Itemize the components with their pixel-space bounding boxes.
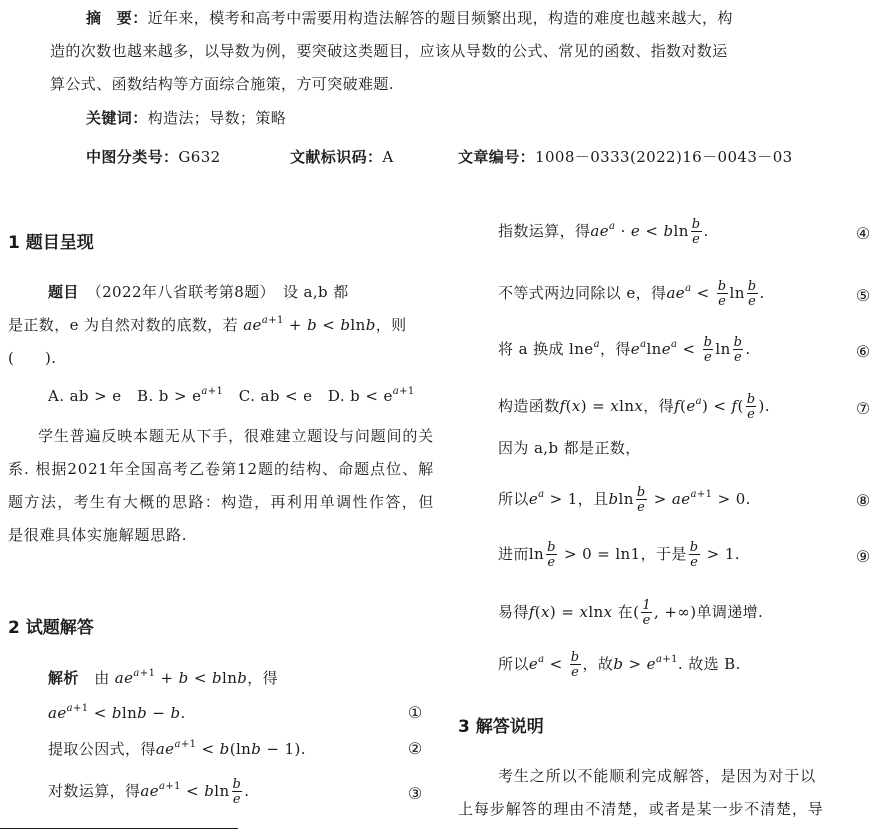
section3-line-2: 上每步解答的理由不清楚，或者是某一步不清楚，导 bbox=[458, 800, 824, 818]
problem-tail-2: ，则 bbox=[375, 316, 407, 334]
step-9: 进而ln $\frac{b}{e}$ > 0 = ln1，于是 $\frac{b}{e}$ > 1. bbox=[498, 540, 740, 570]
marker-1: ① bbox=[407, 703, 423, 722]
marker-6: ⑥ bbox=[855, 342, 871, 361]
marker-4: ④ bbox=[855, 224, 871, 243]
solution-label: 解析 bbox=[48, 669, 79, 687]
marker-9: ⑨ bbox=[855, 547, 871, 566]
keywords-label: 关键词： bbox=[86, 109, 148, 127]
keywords-value: 构造法；导数；策略 bbox=[147, 109, 287, 127]
marker-2: ② bbox=[407, 739, 423, 758]
marker-8: ⑧ bbox=[855, 491, 871, 510]
abstract-text-1: 近年来，模考和高考中需要用构造法解答的题目频繁出现，构造的难度也越来越大，构 bbox=[147, 9, 733, 27]
step-3: 对数运算，得$ae^{a+1} < bln$ $\frac{b}{e}$ . bbox=[48, 777, 250, 807]
meta-line bbox=[86, 141, 221, 174]
section1-heading: 1 题目呈现 bbox=[8, 233, 94, 253]
option-d: D. $b < e^{a+1}$ bbox=[327, 386, 415, 405]
options-line bbox=[48, 380, 415, 413]
monotonic-line: 易得f(x) = xlnx 在( $\frac{1}{e}$ , +∞)单调递增. bbox=[498, 598, 764, 628]
keywords bbox=[86, 102, 286, 135]
art-label: 文章编号： bbox=[458, 148, 536, 166]
step-2: 提取公因式，得$ae^{a+1} < b(\ln b - 1)$. bbox=[48, 739, 306, 758]
option-c: C. ab < e bbox=[238, 387, 313, 405]
option-a: A. ab > e bbox=[48, 387, 122, 405]
doc-value: A bbox=[382, 148, 394, 166]
discussion-paragraph: 学生普遍反映本题无从下手，很难建立题设与问题间的关系. 根据2021年全国高考乙卷第12题的结构、命题点位、解题方法，考生有大概的思路：构造，再利用单调性作答，但是很难具体实施解题思路. bbox=[8, 427, 434, 544]
problem-tail: 设 a,b 都 bbox=[282, 283, 349, 301]
step-5: 不等式两边同除以 e，得$ae^a$ < $\frac{b}{e}$ ln $\frac{b}{e}$ . bbox=[498, 279, 765, 309]
because-line: 因为 a,b 都是正数， bbox=[498, 439, 641, 457]
step-7: 构造函数f(x) = xlnx，得$f(e^a) < f$( $\frac{b}{e}$ ). bbox=[498, 392, 770, 422]
doc-label: 文献标识码： bbox=[290, 148, 383, 166]
problem-line-2 bbox=[8, 309, 407, 342]
option-b: B. $b > e^{a+1}$ bbox=[137, 386, 224, 405]
problem-label: 题目 bbox=[48, 283, 79, 301]
abstract-line-1 bbox=[86, 2, 733, 35]
step-8: 所以$e^a > 1$，且bln $\frac{b}{e}$ > $ae^{a+1} > 0$. bbox=[498, 485, 751, 515]
article-number bbox=[458, 141, 793, 174]
section3-line-1: 考生之所以不能顺利完成解答，是因为对于以 bbox=[498, 767, 817, 785]
doc-code bbox=[290, 141, 394, 174]
abstract-line-2: 造的次数也越来越多，以导数为例，要突破这类题目，应该从导数的公式、常见的函数、指数对数运 bbox=[50, 42, 728, 60]
conclusion-line: 所以$e^a$ < $\frac{b}{e}$ ，故$b > e^{a+1}$. 故选 B. bbox=[498, 650, 741, 680]
step-1: $ae^{a+1} < blnb - b$. bbox=[48, 703, 186, 722]
problem-line-1 bbox=[48, 276, 349, 309]
marker-3: ③ bbox=[407, 784, 423, 803]
abstract-line-3: 算公式、函数结构等方面综合施策，方可突破难题. bbox=[50, 75, 394, 93]
marker-5: ⑤ bbox=[855, 286, 871, 305]
problem-line-3: ( ). bbox=[8, 349, 57, 367]
problem-source: （2022年八省联考第8题） bbox=[94, 283, 268, 301]
step-4: 指数运算，得$ae^a \cdot e < bln$ $\frac{b}{e}$ . bbox=[498, 217, 709, 247]
clc-value: G632 bbox=[178, 148, 221, 166]
solution-intro: 解析 由 $ae^{a+1} + b < blnb$，得 bbox=[48, 668, 279, 687]
section2-heading: 2 试题解答 bbox=[8, 618, 94, 638]
abstract-label: 摘 要： bbox=[86, 9, 148, 27]
step-6: 将 a 换成 lne$^a$，得$e^a\ln e^a$ < $\frac{b}{e}$ ln $\frac{b}{e}$ . bbox=[498, 335, 751, 365]
marker-7: ⑦ bbox=[855, 399, 871, 418]
art-value: 1008－0333(2022)16－0043－03 bbox=[535, 148, 793, 166]
section3-heading: 3 解答说明 bbox=[458, 717, 544, 737]
problem-formula: $ae^{a+1} + b < blnb$ bbox=[243, 315, 376, 334]
footnote-rule bbox=[0, 828, 238, 829]
problem-text-2: 是正数，e 为自然对数的底数，若 bbox=[8, 316, 239, 334]
clc-label: 中图分类号： bbox=[86, 148, 179, 166]
